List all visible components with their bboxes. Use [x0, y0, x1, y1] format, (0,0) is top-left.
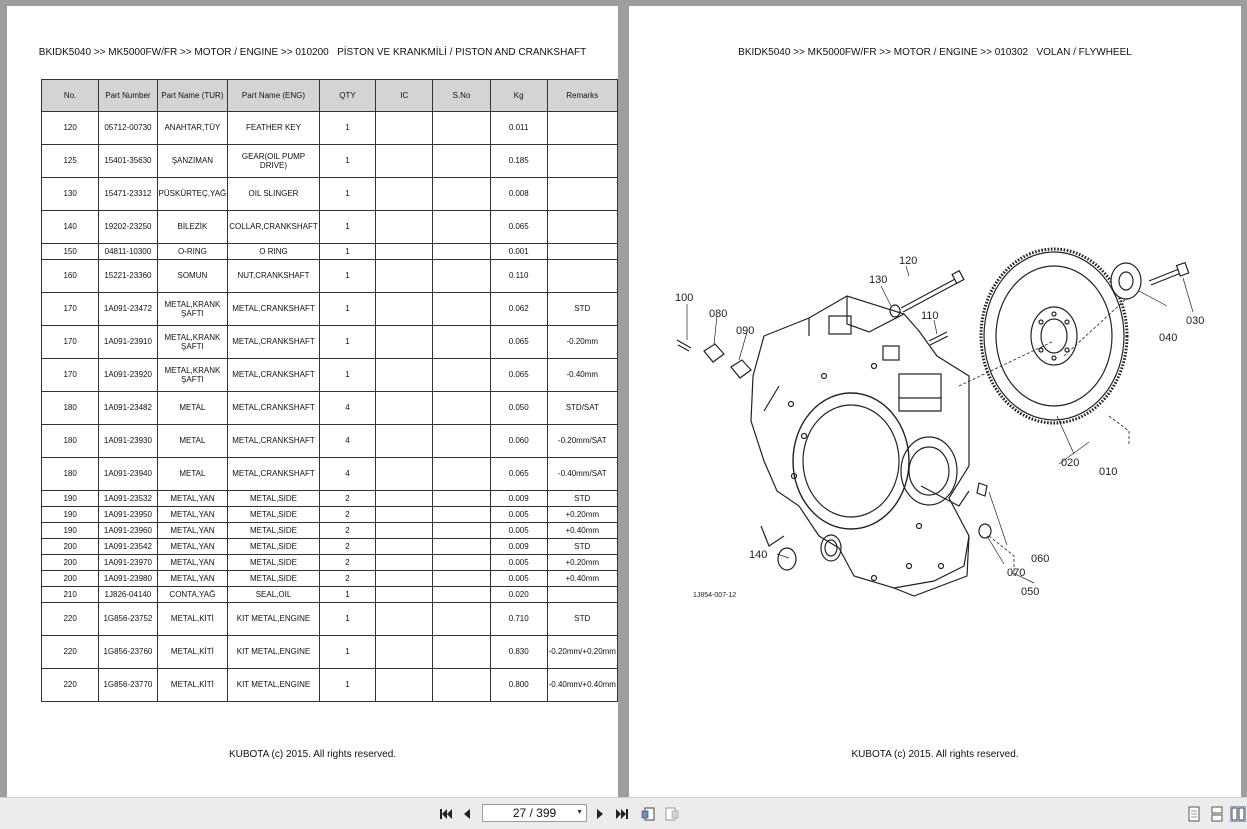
table-cell: 0.065 — [490, 458, 547, 491]
stud-nut — [952, 271, 964, 284]
table-cell: 1A091-23950 — [99, 507, 157, 523]
first-page-icon — [439, 808, 453, 820]
table-cell — [433, 555, 491, 571]
table-cell — [376, 244, 433, 260]
table-cell: -0.40mm — [547, 359, 617, 392]
table-cell: METAL — [157, 425, 228, 458]
table-cell — [433, 425, 491, 458]
callout-060: 060 — [1031, 553, 1050, 565]
table-cell — [433, 211, 491, 244]
table-cell: METAL,CRANKSHAFT — [228, 425, 319, 458]
table-cell: 1 — [319, 326, 376, 359]
column-header: Remarks — [547, 80, 617, 112]
column-header: IC — [376, 80, 433, 112]
table-cell: 170 — [42, 326, 99, 359]
table-cell — [376, 636, 433, 669]
pin-060 — [977, 483, 987, 496]
column-header: Part Name (ENG) — [228, 80, 319, 112]
callout-080: 080 — [709, 308, 728, 320]
table-cell: 1A091-23960 — [99, 523, 157, 539]
table-cell: METAL,YAN — [157, 523, 228, 539]
table-cell: METAL,KRANK ŞAFTI — [157, 359, 228, 392]
table-cell — [547, 260, 617, 293]
table-cell — [376, 425, 433, 458]
table-cell: 1A091-23472 — [99, 293, 157, 326]
facing-pages-view-button[interactable] — [1230, 806, 1246, 822]
table-row — [42, 211, 618, 244]
table-cell — [376, 603, 433, 636]
callout-050: 050 — [1021, 586, 1040, 598]
table-cell — [547, 145, 617, 178]
table-cell: 220 — [42, 636, 99, 669]
table-cell: O-RING — [157, 244, 228, 260]
table-cell — [547, 587, 617, 603]
table-cell: ANAHTAR,TÜY — [157, 112, 228, 145]
table-cell: +0.20mm — [547, 507, 617, 523]
page-header: BKIDK5040 >> MK5000FW/FR >> MOTOR / ENGINE >> 010200 PİSTON VE KRANKMİLİ / PISTON AND CRANKSHAFT — [38, 47, 587, 58]
table-cell: METAL,SIDE — [228, 539, 319, 555]
housing-bolt — [929, 332, 948, 345]
table-cell: 1 — [319, 587, 376, 603]
table-cell: STD — [547, 491, 617, 507]
table-cell — [433, 458, 491, 491]
facing-pages-view-icon — [1231, 807, 1245, 821]
table-cell: +0.20mm — [547, 555, 617, 571]
table-cell: METAL — [157, 458, 228, 491]
table-cell: 0.710 — [490, 603, 547, 636]
table-cell — [376, 571, 433, 587]
table-cell: 1A091-23930 — [99, 425, 157, 458]
single-page-view-icon — [1187, 806, 1201, 822]
continuous-view-button[interactable] — [1209, 806, 1225, 822]
next-page-button[interactable] — [592, 806, 608, 822]
table-cell: 1A091-23542 — [99, 539, 157, 555]
table-cell — [376, 523, 433, 539]
table-cell: 15471-23312 — [99, 178, 157, 211]
table-cell: 0.050 — [490, 392, 547, 425]
table-cell: +0.40mm — [547, 571, 617, 587]
oil-seal — [778, 548, 796, 570]
table-cell: COLLAR,CRANKSHAFT — [228, 211, 319, 244]
table-row — [42, 145, 618, 178]
table-cell: 1 — [319, 359, 376, 392]
table-cell: +0.40mm — [547, 523, 617, 539]
table-cell: 1 — [319, 260, 376, 293]
table-cell: STD/SAT — [547, 392, 617, 425]
table-row — [42, 507, 618, 523]
table-row — [42, 491, 618, 507]
table-cell: 1G856-23770 — [99, 669, 157, 702]
column-header: Kg — [490, 80, 547, 112]
table-cell: 0.060 — [490, 425, 547, 458]
table-cell: FEATHER KEY — [228, 112, 319, 145]
table-cell — [433, 112, 491, 145]
table-row — [42, 425, 618, 458]
table-cell — [433, 260, 491, 293]
table-cell: 2 — [319, 555, 376, 571]
cover-080 — [704, 344, 724, 362]
table-cell — [376, 587, 433, 603]
flywheel-bolt — [1149, 269, 1181, 285]
table-row — [42, 178, 618, 211]
table-cell: METAL — [157, 392, 228, 425]
table-cell: 4 — [319, 392, 376, 425]
table-cell: 1 — [319, 293, 376, 326]
table-cell — [433, 507, 491, 523]
table-cell: 0.065 — [490, 211, 547, 244]
last-page-button[interactable] — [614, 806, 630, 822]
page-header: BKIDK5040 >> MK5000FW/FR >> MOTOR / ENGINE >> 010302 VOLAN / FLYWHEEL — [738, 47, 1132, 58]
table-row — [42, 458, 618, 491]
table-cell: KIT METAL,ENGINE — [228, 669, 319, 702]
table-cell: METAL,SIDE — [228, 507, 319, 523]
table-cell: O RING — [228, 244, 319, 260]
table-cell — [376, 211, 433, 244]
table-cell: 2 — [319, 491, 376, 507]
table-cell: 0.009 — [490, 491, 547, 507]
callout-040: 040 — [1159, 332, 1178, 344]
table-cell: METAL,KRANK ŞAFTI — [157, 293, 228, 326]
table-cell — [376, 491, 433, 507]
table-cell: 200 — [42, 571, 99, 587]
chevron-down-icon[interactable]: ▼ — [576, 809, 583, 816]
table-cell — [376, 458, 433, 491]
table-row — [42, 636, 618, 669]
column-header: No. — [42, 80, 99, 112]
table-cell — [433, 178, 491, 211]
table-cell: 220 — [42, 669, 99, 702]
table-cell: STD — [547, 539, 617, 555]
table-cell: 2 — [319, 539, 376, 555]
table-cell: 05712-00730 — [99, 112, 157, 145]
last-page-icon — [615, 808, 629, 820]
table-cell — [376, 293, 433, 326]
table-cell: 1 — [319, 112, 376, 145]
table-row — [42, 555, 618, 571]
table-cell: 0.005 — [490, 555, 547, 571]
table-cell: METAL,KRANK ŞAFTI — [157, 326, 228, 359]
table-body — [42, 112, 618, 702]
table-cell: CONTA,YAĞ — [157, 587, 228, 603]
table-cell — [376, 507, 433, 523]
table-cell: 2 — [319, 523, 376, 539]
table-cell: 190 — [42, 491, 99, 507]
table-cell — [433, 587, 491, 603]
table-cell — [547, 211, 617, 244]
table-cell — [547, 112, 617, 145]
callout-140: 140 — [749, 549, 768, 561]
table-row — [42, 603, 618, 636]
table-cell: 120 — [42, 112, 99, 145]
table-cell — [547, 178, 617, 211]
table-cell — [376, 145, 433, 178]
continuous-view-icon — [1210, 806, 1224, 822]
page-footer: KUBOTA (c) 2015. All rights reserved. — [228, 749, 397, 760]
previous-view-icon — [640, 806, 656, 822]
table-cell: 4 — [319, 458, 376, 491]
first-page-button[interactable] — [438, 806, 454, 822]
table-cell: 1 — [319, 178, 376, 211]
prev-page-icon — [462, 808, 472, 820]
table-cell — [376, 669, 433, 702]
table-cell: 190 — [42, 523, 99, 539]
table-cell: METAL,SIDE — [228, 571, 319, 587]
table-cell: 0.110 — [490, 260, 547, 293]
table-cell — [376, 392, 433, 425]
table-cell — [547, 244, 617, 260]
callout-130: 130 — [869, 274, 888, 286]
table-cell: -0.40mm/SAT — [547, 458, 617, 491]
table-cell: 170 — [42, 293, 99, 326]
table-cell — [433, 523, 491, 539]
callout-020: 020 — [1061, 457, 1080, 469]
table-cell: METAL,CRANKSHAFT — [228, 293, 319, 326]
table-cell: METAL,YAN — [157, 491, 228, 507]
prev-page-button[interactable] — [459, 806, 475, 822]
callout-120: 120 — [899, 255, 918, 267]
table-cell: METAL,KİTİ — [157, 636, 228, 669]
table-cell: 19202-23250 — [99, 211, 157, 244]
table-cell: 0.062 — [490, 293, 547, 326]
table-row — [42, 571, 618, 587]
table-row — [42, 244, 618, 260]
table-row — [42, 669, 618, 702]
table-cell — [376, 555, 433, 571]
table-cell: METAL,CRANKSHAFT — [228, 458, 319, 491]
table-cell: 1 — [319, 669, 376, 702]
drain-plug — [677, 340, 691, 351]
table-cell: 15221-23360 — [99, 260, 157, 293]
stud-bolt — [901, 278, 959, 312]
table-row — [42, 293, 618, 326]
page-number-field[interactable] — [482, 804, 587, 822]
table-cell: 125 — [42, 145, 99, 178]
table-cell: 1A091-23910 — [99, 326, 157, 359]
table-cell: 150 — [42, 244, 99, 260]
table-row — [42, 523, 618, 539]
table-cell: 0.065 — [490, 359, 547, 392]
table-cell — [433, 539, 491, 555]
column-header: Part Name (TUR) — [157, 80, 228, 112]
table-cell: 0.009 — [490, 539, 547, 555]
table-cell: 1 — [319, 636, 376, 669]
table-cell: 0.008 — [490, 178, 547, 211]
table-cell: -0.20mm/SAT — [547, 425, 617, 458]
table-cell: -0.20mm/+0.20mm — [547, 636, 617, 669]
column-header: Part Number — [99, 80, 157, 112]
table-cell: 0.005 — [490, 523, 547, 539]
table-row — [42, 392, 618, 425]
drawing-code: 1J854-007-12 — [693, 592, 737, 599]
right-document-page — [629, 6, 1241, 797]
table-cell — [433, 326, 491, 359]
table-cell — [376, 260, 433, 293]
table-cell — [433, 145, 491, 178]
table-cell: 0.011 — [490, 112, 547, 145]
table-cell — [433, 571, 491, 587]
table-cell: 1 — [319, 145, 376, 178]
table-cell: 1J826-04140 — [99, 587, 157, 603]
table-cell: GEAR(OIL PUMP DRIVE) — [228, 145, 319, 178]
table-cell: 140 — [42, 211, 99, 244]
table-cell: 2 — [319, 507, 376, 523]
cover-090 — [731, 360, 751, 378]
table-cell — [433, 359, 491, 392]
table-cell: 200 — [42, 555, 99, 571]
next-page-icon — [595, 808, 605, 820]
table-cell: 0.830 — [490, 636, 547, 669]
table-cell — [433, 293, 491, 326]
table-cell: METAL,YAN — [157, 555, 228, 571]
table-cell: 180 — [42, 392, 99, 425]
table-row — [42, 326, 618, 359]
callout-100: 100 — [675, 292, 694, 304]
table-cell: METAL,CRANKSHAFT — [228, 326, 319, 359]
table-cell: SOMUN — [157, 260, 228, 293]
previous-view-button[interactable] — [640, 806, 656, 822]
table-cell — [376, 112, 433, 145]
table-cell: METAL,CRANKSHAFT — [228, 359, 319, 392]
table-cell: 180 — [42, 425, 99, 458]
table-cell: 200 — [42, 539, 99, 555]
table-cell: 0.005 — [490, 571, 547, 587]
callout-090: 090 — [736, 325, 755, 337]
table-cell: 1 — [319, 603, 376, 636]
table-cell: METAL,YAN — [157, 507, 228, 523]
table-cell — [433, 669, 491, 702]
table-cell: 130 — [42, 178, 99, 211]
table-cell: 0.800 — [490, 669, 547, 702]
table-cell: METAL,KİTİ — [157, 603, 228, 636]
table-cell — [433, 603, 491, 636]
table-cell: 1A091-23532 — [99, 491, 157, 507]
table-cell — [376, 178, 433, 211]
callout-070: 070 — [1007, 567, 1026, 579]
table-cell: NUT,CRANKSHAFT — [228, 260, 319, 293]
table-cell: 170 — [42, 359, 99, 392]
viewer-toolbar — [0, 797, 1247, 829]
callout-010: 010 — [1099, 466, 1118, 478]
table-cell: 160 — [42, 260, 99, 293]
table-cell: KIT METAL,ENGINE — [228, 603, 319, 636]
table-row — [42, 359, 618, 392]
table-cell: METAL,SIDE — [228, 491, 319, 507]
table-cell: 0.005 — [490, 507, 547, 523]
table-cell: 1A091-23940 — [99, 458, 157, 491]
table-cell: 4 — [319, 425, 376, 458]
table-cell: 1A091-23920 — [99, 359, 157, 392]
table-row — [42, 112, 618, 145]
flywheel-exploded-diagram — [669, 236, 1209, 606]
table-cell: METAL,SIDE — [228, 555, 319, 571]
callout-110: 110 — [921, 310, 939, 322]
table-cell: PÜSKÜRTEÇ,YAĞ — [157, 178, 228, 211]
table-cell — [376, 539, 433, 555]
table-header-row — [42, 80, 618, 112]
table-cell: 04811-10300 — [99, 244, 157, 260]
table-cell: ŞANZIMAN — [157, 145, 228, 178]
column-header: QTY — [319, 80, 376, 112]
table-cell: METAL,CRANKSHAFT — [228, 392, 319, 425]
page-indicator: 27 / 399 — [512, 806, 557, 820]
table-cell — [433, 392, 491, 425]
table-cell: 0.185 — [490, 145, 547, 178]
table-cell: 1 — [319, 211, 376, 244]
table-cell: STD — [547, 293, 617, 326]
table-cell: -0.20mm — [547, 326, 617, 359]
page-footer: KUBOTA (c) 2015. All rights reserved. — [851, 749, 1019, 760]
table-cell: 0.020 — [490, 587, 547, 603]
table-cell: METAL,YAN — [157, 539, 228, 555]
table-row — [42, 539, 618, 555]
table-cell — [433, 244, 491, 260]
next-view-icon — [664, 806, 680, 822]
single-page-view-button[interactable] — [1186, 806, 1202, 822]
table-cell: METAL,SIDE — [228, 523, 319, 539]
table-cell: METAL,KİTİ — [157, 669, 228, 702]
table-cell — [376, 359, 433, 392]
table-cell: BİLEZİK — [157, 211, 228, 244]
table-cell: 220 — [42, 603, 99, 636]
table-cell: 0.001 — [490, 244, 547, 260]
column-header: S.No — [433, 80, 491, 112]
table-cell: 2 — [319, 571, 376, 587]
table-cell: METAL,YAN — [157, 571, 228, 587]
table-cell — [433, 636, 491, 669]
table-cell: SEAL,OIL — [228, 587, 319, 603]
table-cell: 1A091-23482 — [99, 392, 157, 425]
table-cell: 1G856-23752 — [99, 603, 157, 636]
left-document-page — [7, 6, 618, 797]
table-cell: -0.40mm/+0.40mm — [547, 669, 617, 702]
table-cell: 15401-35630 — [99, 145, 157, 178]
table-row — [42, 260, 618, 293]
parts-table — [41, 79, 618, 702]
next-view-button[interactable] — [664, 806, 680, 822]
table-cell: STD — [547, 603, 617, 636]
table-cell: 190 — [42, 507, 99, 523]
table-cell: 1A091-23970 — [99, 555, 157, 571]
table-cell: 0.065 — [490, 326, 547, 359]
flywheel — [981, 249, 1127, 423]
table-cell: 1A091-23980 — [99, 571, 157, 587]
table-cell — [433, 491, 491, 507]
table-cell: 210 — [42, 587, 99, 603]
table-cell: 180 — [42, 458, 99, 491]
table-row — [42, 587, 618, 603]
table-cell: 1G856-23760 — [99, 636, 157, 669]
flywheel-cap — [1111, 263, 1141, 299]
table-cell: OIL SLINGER — [228, 178, 319, 211]
callout-030: 030 — [1186, 315, 1205, 327]
table-cell: KIT METAL,ENGINE — [228, 636, 319, 669]
table-cell: 1 — [319, 244, 376, 260]
table-cell — [376, 326, 433, 359]
